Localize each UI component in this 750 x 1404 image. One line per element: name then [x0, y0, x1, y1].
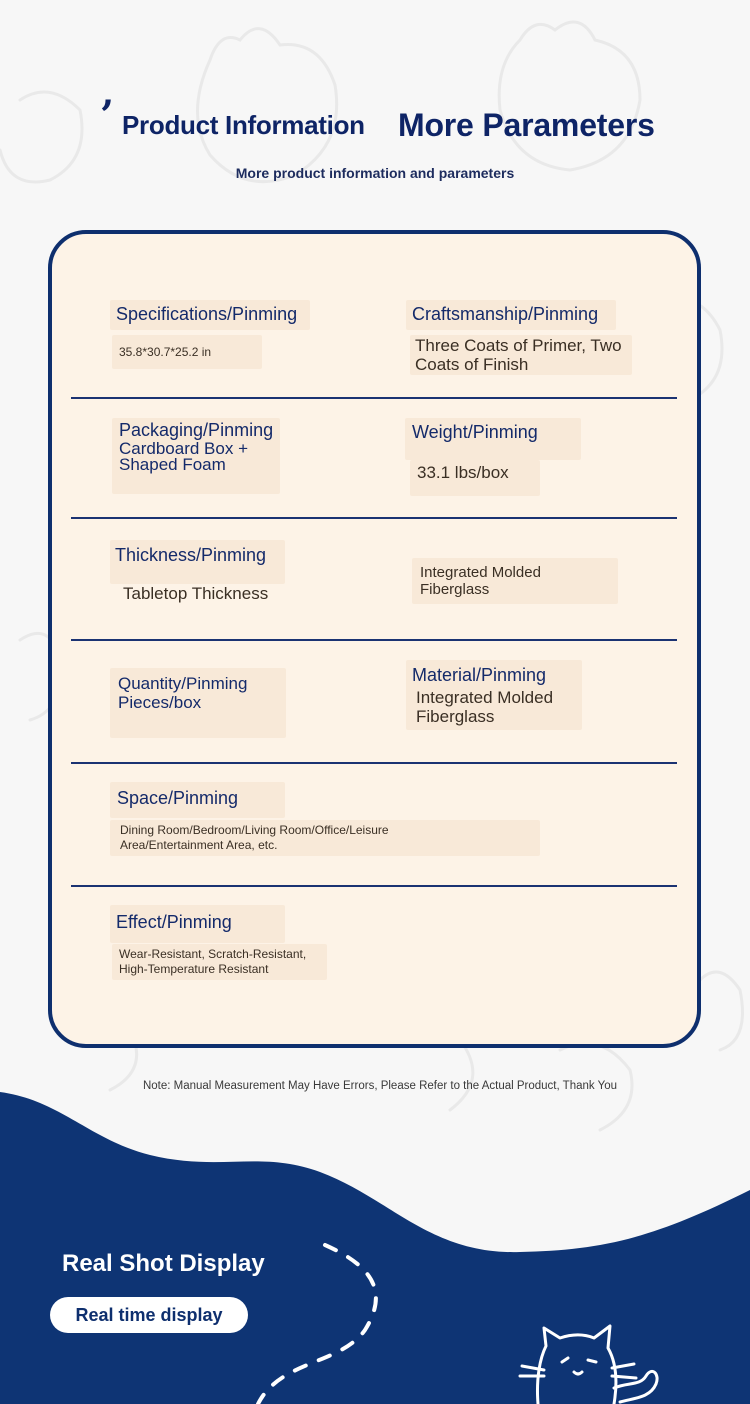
- weight-value: 33.1 lbs/box: [417, 463, 509, 482]
- craftsmanship-label: Craftsmanship/Pinming: [412, 304, 599, 324]
- quantity-block: [118, 675, 247, 712]
- space-value: [120, 823, 389, 853]
- cat-outline-icon: [500, 1318, 670, 1404]
- thickness-material-line2: Fiberglass: [420, 580, 490, 598]
- quantity-value: Pieces/box: [118, 692, 202, 712]
- real-shot-title: Real Shot Display: [62, 1250, 265, 1277]
- header-subtitle: More product information and parameters: [235, 165, 515, 181]
- material-value-line1: Integrated Molded: [416, 688, 554, 707]
- packaging-value: [119, 441, 248, 473]
- thickness-label: Thickness/Pinming: [115, 545, 267, 565]
- packaging-value-line1: Cardboard Box +: [119, 439, 248, 458]
- header-title-right: More Parameters: [398, 107, 655, 143]
- packaging-value-line2: Shaped Foam: [119, 455, 226, 475]
- specifications-value: 35.8*30.7*25.2 in: [119, 345, 212, 359]
- row-divider: [71, 639, 677, 641]
- space-value-line1: Dining Room/Bedroom/Living Room/Office/Leisure: [120, 823, 389, 837]
- effect-value: [119, 947, 306, 977]
- thickness-material-value: [420, 565, 541, 598]
- header-title-left: Product Information: [122, 110, 365, 140]
- thickness-material-line1: Integrated Molded: [420, 564, 541, 581]
- effect-label: Effect/Pinming: [116, 912, 232, 932]
- space-value-line2: Area/Entertainment Area, etc.: [120, 838, 278, 852]
- quantity-label: Quantity/Pinming: [118, 674, 248, 693]
- craftsmanship-value-line1: Three Coats of Primer, Two: [415, 336, 622, 355]
- material-value: [416, 689, 553, 726]
- row-divider: [71, 885, 677, 887]
- material-value-line2: Fiberglass: [416, 706, 495, 726]
- row-divider: [71, 762, 677, 764]
- material-label: Material/Pinming: [412, 665, 547, 685]
- space-label: Space/Pinming: [117, 788, 239, 808]
- craftsmanship-value-line2: Coats of Finish: [415, 354, 529, 374]
- row-divider: [71, 397, 677, 399]
- craftsmanship-value: [415, 337, 622, 374]
- effect-value-line2: High-Temperature Resistant: [119, 962, 269, 976]
- packaging-label: Packaging/Pinming: [119, 420, 274, 440]
- specifications-label: Specifications/Pinming: [116, 304, 298, 324]
- weight-label: Weight/Pinming: [412, 422, 538, 442]
- measurement-note: Note: Manual Measurement May Have Errors, Please Refer to the Actual Product, Thank You: [142, 1080, 618, 1092]
- effect-value-line1: Wear-Resistant, Scratch-Resistant,: [119, 947, 307, 961]
- thickness-value: Tabletop Thickness: [123, 584, 269, 603]
- real-time-display-button[interactable]: Real time display: [50, 1297, 248, 1333]
- row-divider: [71, 517, 677, 519]
- header-accent-mark: ’: [100, 92, 114, 139]
